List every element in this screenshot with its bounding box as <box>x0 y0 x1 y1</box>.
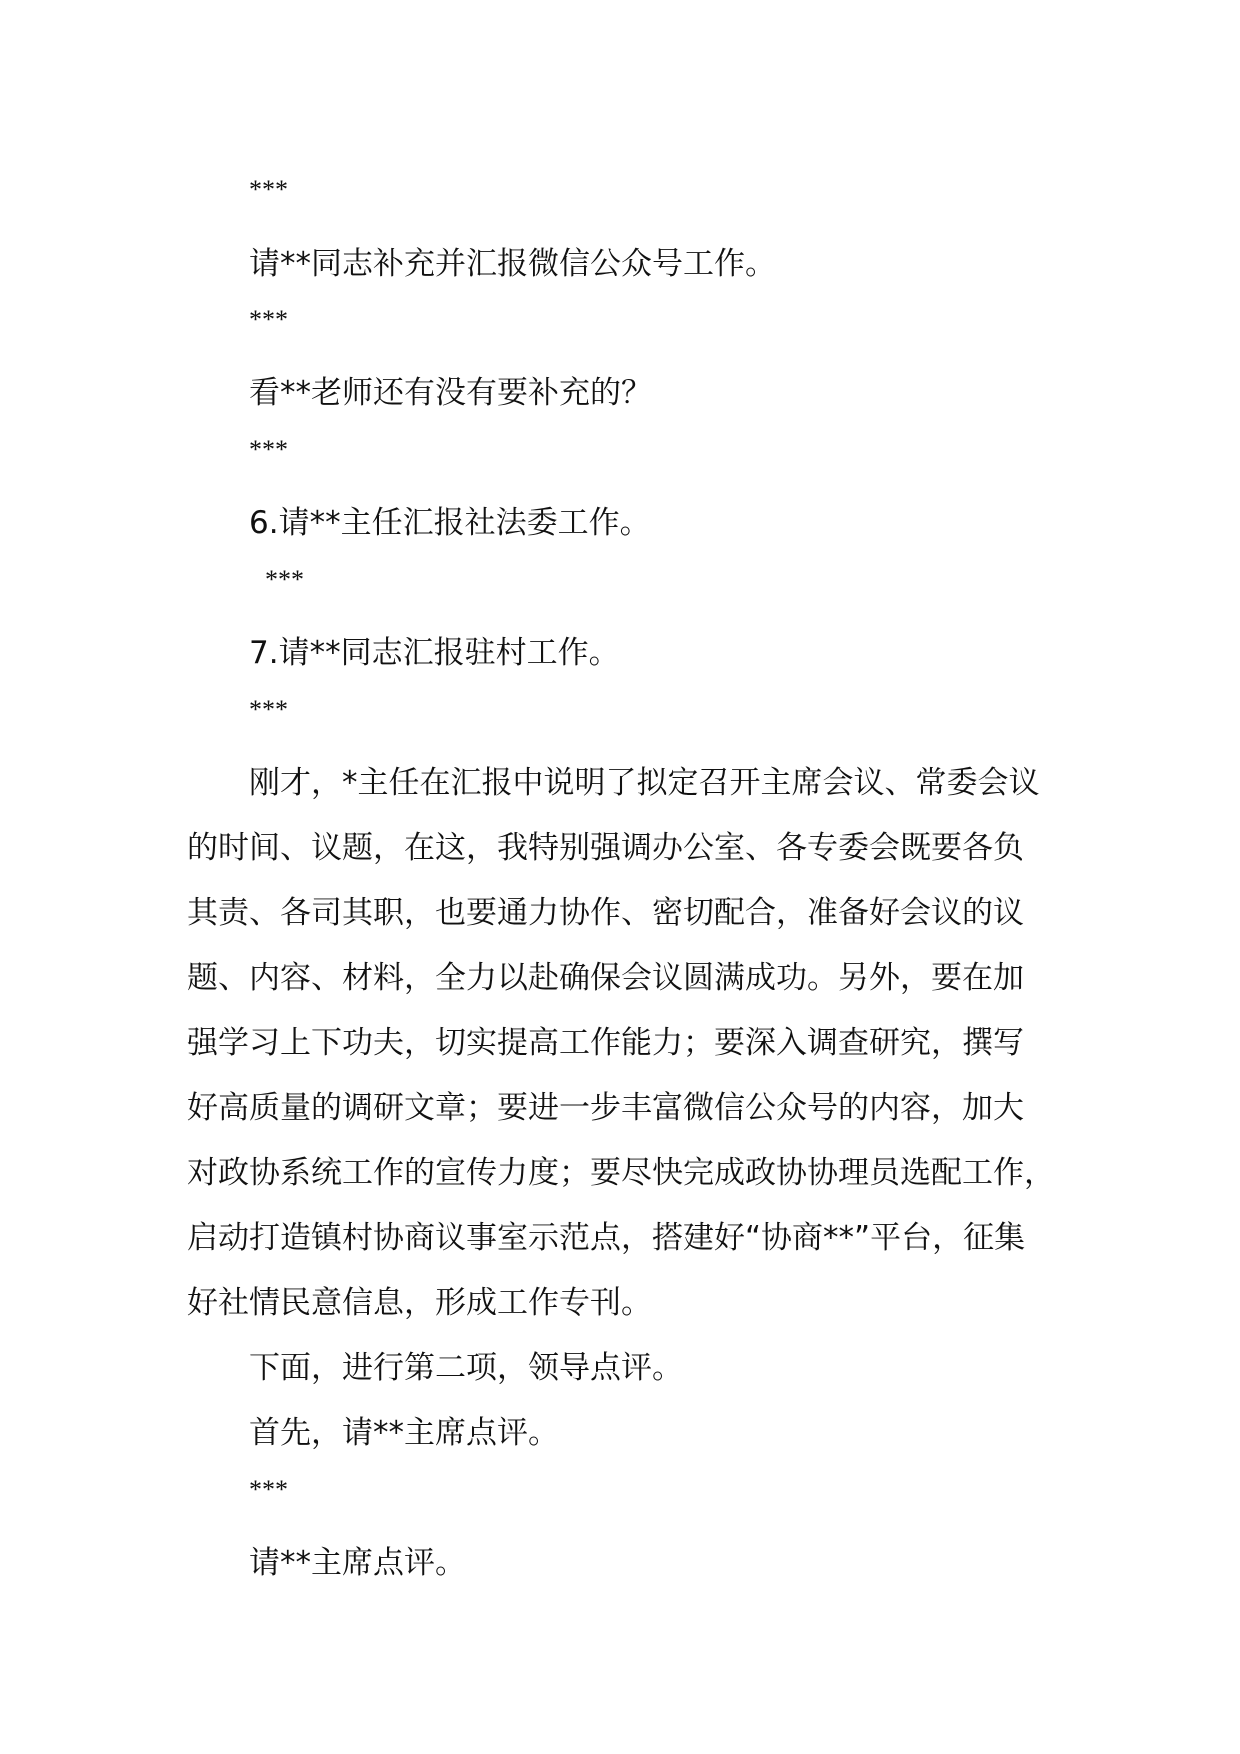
paragraph-line: 首先，请**主席点评。 <box>249 1415 559 1451</box>
separator-stars: *** <box>265 565 304 594</box>
paragraph-line: 6.请**主任汇报社法委工作。 <box>249 505 651 541</box>
paragraph-line: 刚才，*主任在汇报中说明了拟定召开主席会议、常委会议 <box>249 765 1040 801</box>
paragraph-line: 题、内容、材料，全力以赴确保会议圆满成功。另外，要在加 <box>187 960 1024 996</box>
paragraph-line: 下面，进行第二项，领导点评。 <box>249 1350 683 1386</box>
paragraph-line: 看**老师还有没有要补充的？ <box>249 375 652 411</box>
paragraph-line: 好高质量的调研文章；要进一步丰富微信公众号的内容，加大 <box>187 1090 1024 1126</box>
paragraph-line: 7.请**同志汇报驻村工作。 <box>249 635 620 671</box>
paragraph-line: 启动打造镇村协商议事室示范点，搭建好“协商**”平台，征集 <box>187 1220 1026 1256</box>
separator-stars: *** <box>249 305 288 334</box>
paragraph-line: 请**主席点评。 <box>249 1545 466 1581</box>
paragraph-line: 强学习上下功夫，切实提高工作能力；要深入调查研究，撰写 <box>187 1025 1024 1061</box>
separator-stars: *** <box>249 1475 288 1504</box>
paragraph-line: 好社情民意信息，形成工作专刊。 <box>187 1285 652 1321</box>
paragraph-line: 的时间、议题，在这，我特别强调办公室、各专委会既要各负 <box>187 830 1024 866</box>
paragraph-line: 对政协系统工作的宣传力度；要尽快完成政协协理员选配工作， <box>187 1155 1055 1191</box>
separator-stars: *** <box>249 175 288 204</box>
separator-stars: *** <box>249 435 288 464</box>
paragraph-line: 请**同志补充并汇报微信公众号工作。 <box>249 246 776 282</box>
paragraph-line: 其责、各司其职，也要通力协作、密切配合，准备好会议的议 <box>187 895 1024 931</box>
separator-stars: *** <box>249 695 288 724</box>
